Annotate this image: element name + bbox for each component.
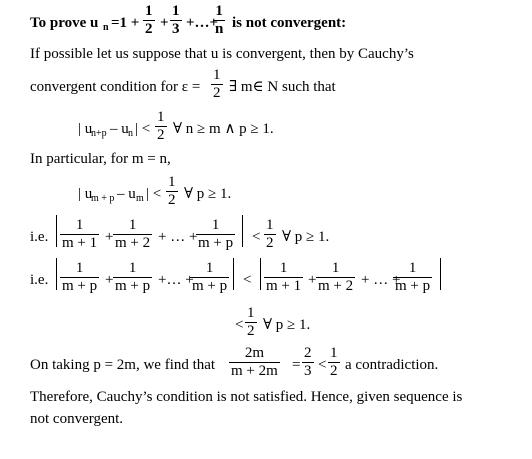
- final-less-than: <: [235, 317, 244, 333]
- cond-sub2: n: [128, 128, 133, 139]
- taking-frac-2m: $\frac{2m}{m + 2m}$: [231, 345, 278, 379]
- ie1-frac-3: $\frac{1}{m + p}$: [198, 217, 234, 251]
- ie2-abs-right: [440, 258, 441, 290]
- ie2-less-than: <: [243, 272, 252, 288]
- ie2-plus-a: +: [105, 272, 114, 288]
- ie1-dots: + … +: [158, 229, 198, 245]
- conclusion-line2: not convergent.: [30, 411, 124, 427]
- ie1-half: $\frac{1}{2}$: [266, 217, 274, 251]
- cond2-rhs: ∀ p ≥ 1.: [184, 186, 232, 202]
- ie2-frac-a1: $\frac{1}{m + p}$: [62, 260, 98, 294]
- heading-frac-nth: $\frac{1}{n}$: [215, 3, 224, 37]
- taking-equals: =: [292, 357, 301, 373]
- cond2-mid: – u: [117, 186, 136, 202]
- ie1-abs-right: [242, 215, 243, 247]
- ie2-abs-mid-right: [233, 258, 234, 290]
- ie2-dots-b: + … +: [361, 272, 401, 288]
- taking-post: a contradiction.: [345, 357, 439, 373]
- ie2-label: i.e.: [30, 272, 49, 288]
- cond-mid: – u: [110, 121, 129, 137]
- para1-line2-text: convergent condition for ε =: [30, 79, 201, 95]
- taking-less-than: <: [318, 357, 327, 373]
- conclusion-line1: Therefore, Cauchy’s condition is not satisfied. Hence, given sequence is: [30, 389, 463, 405]
- final-rhs: ∀ p ≥ 1.: [263, 317, 311, 333]
- epsilon-fraction: $\frac{1}{2}$: [213, 67, 221, 101]
- ie2-frac-b3: $\frac{1}{m + p}$: [395, 260, 431, 294]
- ie1-frac-2: $\frac{1}{m + 2}$: [115, 217, 151, 251]
- heading-dots: +…+: [186, 15, 219, 31]
- heading-suffix: is not convergent:: [232, 15, 347, 31]
- ie2-frac-b1: $\frac{1}{m + 1}$: [266, 260, 302, 294]
- ie1-abs-left: [56, 215, 57, 247]
- heading-frac-half: $\frac{1}{2}$: [145, 3, 153, 37]
- para1-line1: If possible let us suppose that u is convergent, then by Cauchy’s: [30, 46, 414, 62]
- final-half: $\frac{1}{2}$: [247, 305, 255, 339]
- heading-plus: +: [160, 15, 169, 31]
- heading-subscript: n: [103, 22, 109, 33]
- cond2-lhs: | u: [78, 186, 93, 202]
- taking-text: On taking p = 2m, we find that: [30, 357, 216, 373]
- cond-rhs: ∀ n ≥ m ∧ p ≥ 1.: [173, 121, 274, 137]
- ie1-plus: +: [105, 229, 114, 245]
- ie2-plus-b: +: [308, 272, 317, 288]
- cond-fraction: $\frac{1}{2}$: [157, 109, 165, 143]
- taking-frac-two-thirds: $\frac{2}{3}$: [304, 345, 312, 379]
- cond2-fraction: $\frac{1}{2}$: [168, 174, 176, 208]
- cond-lhs: | u: [78, 121, 93, 137]
- ie1-rhs: ∀ p ≥ 1.: [282, 229, 330, 245]
- ie1-less-than: <: [252, 229, 261, 245]
- particular-text: In particular, for m = n,: [30, 151, 171, 167]
- ie2-abs-mid-left: [260, 258, 261, 290]
- ie1-label: i.e.: [30, 229, 49, 245]
- taking-frac-half: $\frac{1}{2}$: [330, 345, 338, 379]
- ie1-frac-1: $\frac{1}{m + 1}$: [62, 217, 98, 251]
- para1-line2-post: ∃ m∈ N such that: [229, 79, 336, 95]
- ie2-dots-a: +… +: [158, 272, 194, 288]
- heading-prefix: To prove u: [30, 15, 99, 31]
- cond-close: | <: [135, 121, 151, 137]
- ie2-frac-b2: $\frac{1}{m + 2}$: [318, 260, 354, 294]
- cond2-sub1: m + p: [91, 193, 115, 204]
- ie2-abs-left: [56, 258, 57, 290]
- cond2-close: | <: [146, 186, 162, 202]
- cond2-sub2: m: [136, 193, 144, 204]
- heading-equals: =1 +: [111, 15, 140, 31]
- cond-sub1: n+p: [91, 128, 107, 139]
- heading-frac-third: $\frac{1}{3}$: [172, 3, 180, 37]
- ie2-frac-a2: $\frac{1}{m + p}$: [115, 260, 151, 294]
- ie2-frac-a3: $\frac{1}{m + p}$: [192, 260, 228, 294]
